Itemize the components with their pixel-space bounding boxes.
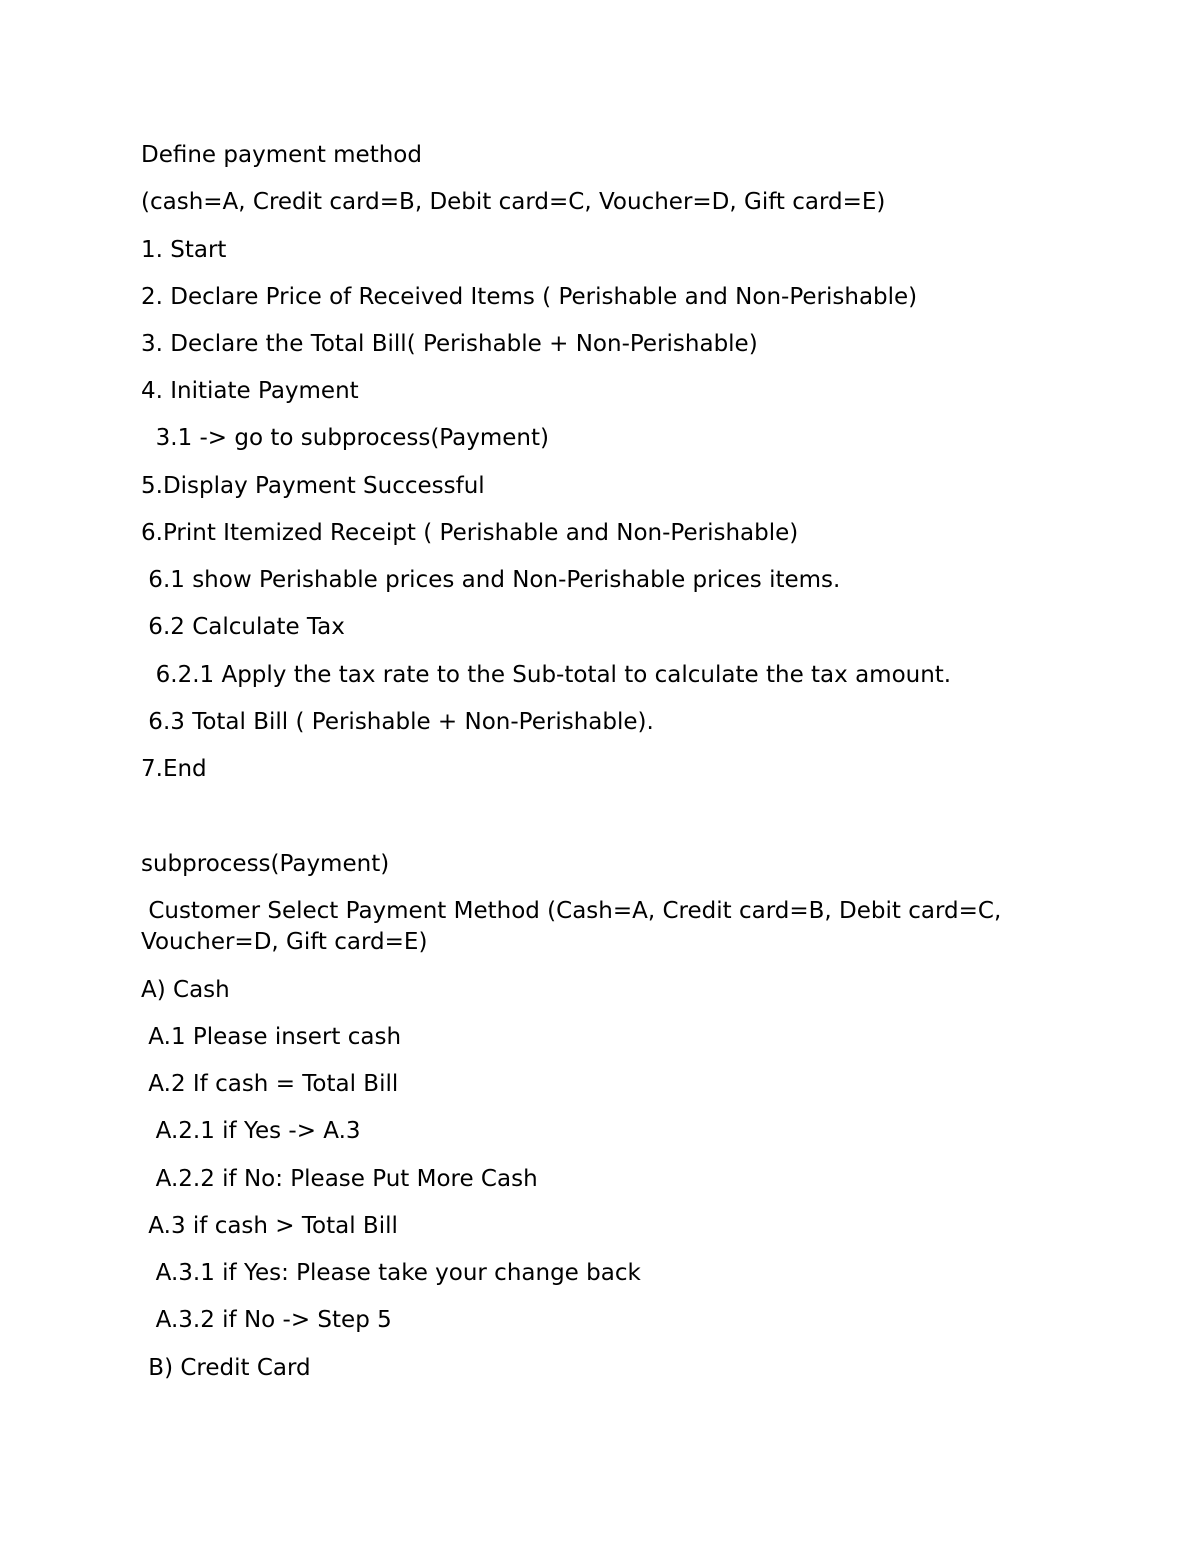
step-6-3: 6.3 Total Bill ( Perishable + Non-Perishable). [141, 709, 654, 735]
step-3: 3. Declare the Total Bill( Perishable + Non-Perishable) [141, 331, 758, 357]
step-5: 5.Display Payment Successful [141, 473, 485, 499]
step-6: 6.Print Itemized Receipt ( Perishable and Non-Perishable) [141, 520, 799, 546]
step-a-3-1: A.3.1 if Yes: Please take your change back [141, 1260, 641, 1286]
step-a-1: A.1 Please insert cash [141, 1024, 402, 1050]
step-a-2-2: A.2.2 if No: Please Put More Cash [141, 1166, 538, 1192]
customer-select-method: Customer Select Payment Method (Cash=A, Credit card=B, Debit card=C, Voucher=D, Gift card=E) [141, 898, 1002, 955]
step-6-2-1: 6.2.1 Apply the tax rate to the Sub-total to calculate the tax amount. [141, 662, 952, 688]
subprocess-heading: subprocess(Payment) [141, 851, 390, 877]
step-a-2-1: A.2.1 if Yes -> A.3 [141, 1118, 361, 1144]
step-4: 4. Initiate Payment [141, 378, 359, 404]
step-a-3-2: A.3.2 if No -> Step 5 [141, 1307, 392, 1333]
step-4-substep: 3.1 -> go to subprocess(Payment) [141, 425, 549, 451]
step-6-2: 6.2 Calculate Tax [141, 614, 345, 640]
step-a-3: A.3 if cash > Total Bill [141, 1213, 398, 1239]
step-7: 7.End [141, 756, 207, 782]
option-b-credit-card: B) Credit Card [141, 1355, 311, 1381]
step-2: 2. Declare Price of Received Items ( Perishable and Non-Perishable) [141, 284, 918, 310]
step-a-2: A.2 If cash = Total Bill [141, 1071, 399, 1097]
heading-define-payment-method: Define payment method [141, 142, 422, 168]
step-6-1: 6.1 show Perishable prices and Non-Perishable prices items. [141, 567, 841, 593]
payment-method-legend: (cash=A, Credit card=B, Debit card=C, Voucher=D, Gift card=E) [141, 189, 886, 215]
step-1: 1. Start [141, 237, 227, 263]
option-a-cash: A) Cash [141, 977, 230, 1003]
